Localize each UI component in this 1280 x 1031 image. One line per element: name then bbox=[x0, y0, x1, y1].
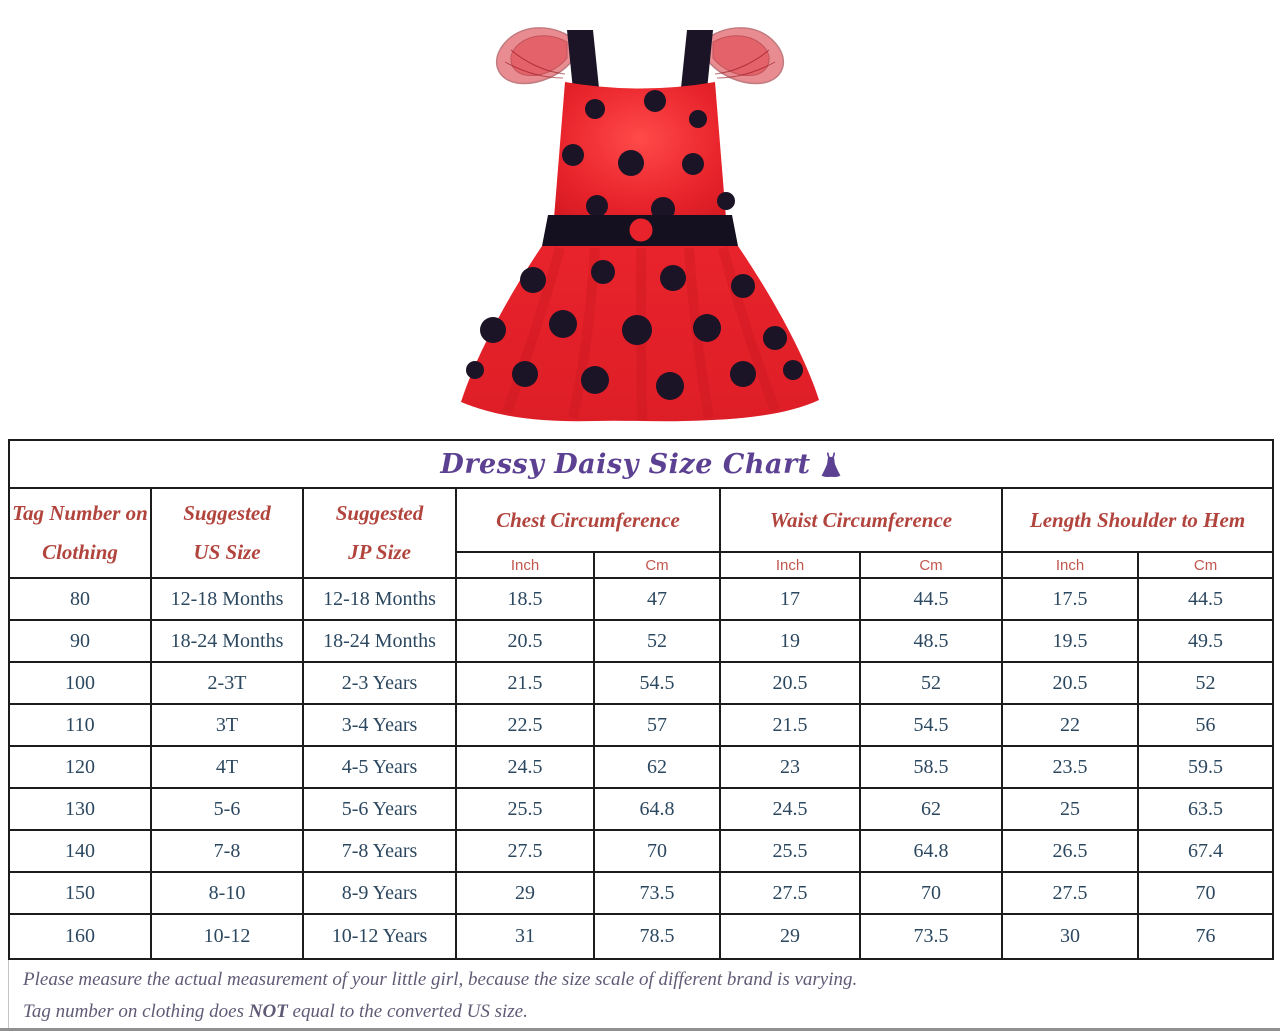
table-cell: 110 bbox=[9, 704, 151, 746]
table-cell: 150 bbox=[9, 872, 151, 914]
table-row bbox=[9, 662, 1273, 704]
table-cell: 18-24 Months bbox=[303, 620, 456, 662]
table-row bbox=[9, 872, 1273, 914]
table-cell: 160 bbox=[9, 914, 151, 959]
size-chart-table bbox=[8, 439, 1274, 960]
table-row bbox=[9, 746, 1273, 788]
table-cell: 48.5 bbox=[860, 620, 1002, 662]
tulle-ruffle-left bbox=[497, 28, 571, 84]
table-cell: 7-8 Years bbox=[303, 830, 456, 872]
table-row bbox=[9, 788, 1273, 830]
table-cell: 17 bbox=[720, 578, 860, 620]
table-cell: 29 bbox=[720, 914, 860, 959]
table-cell: 73.5 bbox=[860, 914, 1002, 959]
table-cell: 57 bbox=[594, 704, 720, 746]
note-measurement: Please measure the actual measurement of your little girl, because the size scale of different brand is varying. bbox=[23, 969, 858, 990]
table-cell: 73.5 bbox=[594, 872, 720, 914]
table-cell: 10-12 Years bbox=[303, 914, 456, 959]
table-cell: 70 bbox=[594, 830, 720, 872]
waist-button bbox=[628, 217, 654, 243]
table-cell: 19.5 bbox=[1002, 620, 1138, 662]
column-header-us-size: Suggested US Size bbox=[151, 488, 303, 578]
table-cell: 7-8 bbox=[151, 830, 303, 872]
table-cell: 5-6 bbox=[151, 788, 303, 830]
table-cell: 80 bbox=[9, 578, 151, 620]
unit-header-length-inch: Inch bbox=[1002, 552, 1138, 578]
table-cell: 19 bbox=[720, 620, 860, 662]
table-row bbox=[9, 620, 1273, 662]
table-cell: 20.5 bbox=[1002, 662, 1138, 704]
unit-header-waist-inch: Inch bbox=[720, 552, 860, 578]
table-cell: 12-18 Months bbox=[151, 578, 303, 620]
product-photo bbox=[0, 0, 1280, 427]
table-cell: 18-24 Months bbox=[151, 620, 303, 662]
table-cell: 25.5 bbox=[720, 830, 860, 872]
table-header-row bbox=[9, 488, 1273, 552]
table-row bbox=[9, 704, 1273, 746]
table-title-row bbox=[9, 440, 1273, 488]
table-cell: 2-3T bbox=[151, 662, 303, 704]
table-cell: 8-9 Years bbox=[303, 872, 456, 914]
table-cell: 23.5 bbox=[1002, 746, 1138, 788]
strap-left bbox=[567, 30, 599, 90]
table-cell: 44.5 bbox=[1138, 578, 1273, 620]
table-cell: 20.5 bbox=[456, 620, 594, 662]
table-cell: 23 bbox=[720, 746, 860, 788]
table-cell: 62 bbox=[860, 788, 1002, 830]
table-cell: 22 bbox=[1002, 704, 1138, 746]
table-cell: 3-4 Years bbox=[303, 704, 456, 746]
table-title bbox=[9, 440, 1273, 488]
column-header-tag-number: Tag Number on Clothing bbox=[9, 488, 151, 578]
table-row bbox=[9, 830, 1273, 872]
column-header-chest: Chest Circumference bbox=[456, 488, 720, 552]
table-cell: 70 bbox=[860, 872, 1002, 914]
table-cell: 58.5 bbox=[860, 746, 1002, 788]
table-cell: 90 bbox=[9, 620, 151, 662]
table-cell: 12-18 Months bbox=[303, 578, 456, 620]
table-cell: 4T bbox=[151, 746, 303, 788]
table-cell: 25.5 bbox=[456, 788, 594, 830]
unit-header-length-cm: Cm bbox=[1138, 552, 1273, 578]
note-tag-number: Tag number on clothing does NOT equal to the converted US size. bbox=[23, 1001, 528, 1022]
unit-header-waist-cm: Cm bbox=[860, 552, 1002, 578]
table-cell: 27.5 bbox=[1002, 872, 1138, 914]
table-cell: 56 bbox=[1138, 704, 1273, 746]
table-cell: 67.4 bbox=[1138, 830, 1273, 872]
polka-dot-dress-image bbox=[445, 22, 835, 427]
table-cell: 62 bbox=[594, 746, 720, 788]
table-cell: 52 bbox=[1138, 662, 1273, 704]
table-cell: 44.5 bbox=[860, 578, 1002, 620]
unit-header-chest-inch: Inch bbox=[456, 552, 594, 578]
table-cell: 31 bbox=[456, 914, 594, 959]
column-header-waist: Waist Circumference bbox=[720, 488, 1002, 552]
table-cell: 52 bbox=[860, 662, 1002, 704]
table-cell: 5-6 Years bbox=[303, 788, 456, 830]
unit-header-chest-cm: Cm bbox=[594, 552, 720, 578]
size-table-body bbox=[9, 578, 1273, 959]
table-cell: 22.5 bbox=[456, 704, 594, 746]
column-header-length: Length Shoulder to Hem bbox=[1002, 488, 1273, 552]
table-cell: 3T bbox=[151, 704, 303, 746]
table-cell: 29 bbox=[456, 872, 594, 914]
table-cell: 27.5 bbox=[456, 830, 594, 872]
table-cell: 59.5 bbox=[1138, 746, 1273, 788]
table-cell: 49.5 bbox=[1138, 620, 1273, 662]
table-cell: 120 bbox=[9, 746, 151, 788]
footer-notes bbox=[8, 960, 1280, 1028]
table-cell: 26.5 bbox=[1002, 830, 1138, 872]
table-cell: 10-12 bbox=[151, 914, 303, 959]
table-cell: 18.5 bbox=[456, 578, 594, 620]
table-cell: 140 bbox=[9, 830, 151, 872]
table-cell: 63.5 bbox=[1138, 788, 1273, 830]
table-cell: 70 bbox=[1138, 872, 1273, 914]
table-title-text: Dressy Daisy Size Chart bbox=[440, 448, 811, 480]
tulle-ruffle-right bbox=[709, 28, 783, 84]
table-cell: 130 bbox=[9, 788, 151, 830]
table-cell: 64.8 bbox=[860, 830, 1002, 872]
table-cell: 30 bbox=[1002, 914, 1138, 959]
table-cell: 54.5 bbox=[594, 662, 720, 704]
table-row bbox=[9, 578, 1273, 620]
table-cell: 64.8 bbox=[594, 788, 720, 830]
table-cell: 20.5 bbox=[720, 662, 860, 704]
table-cell: 25 bbox=[1002, 788, 1138, 830]
table-cell: 8-10 bbox=[151, 872, 303, 914]
table-cell: 21.5 bbox=[456, 662, 594, 704]
table-cell: 17.5 bbox=[1002, 578, 1138, 620]
table-cell: 21.5 bbox=[720, 704, 860, 746]
table-cell: 76 bbox=[1138, 914, 1273, 959]
table-cell: 52 bbox=[594, 620, 720, 662]
table-row bbox=[9, 914, 1273, 959]
table-cell: 47 bbox=[594, 578, 720, 620]
column-header-jp-size: Suggested JP Size bbox=[303, 488, 456, 578]
table-cell: 54.5 bbox=[860, 704, 1002, 746]
table-cell: 78.5 bbox=[594, 914, 720, 959]
table-cell: 2-3 Years bbox=[303, 662, 456, 704]
table-cell: 4-5 Years bbox=[303, 746, 456, 788]
dress-icon bbox=[820, 451, 842, 478]
table-cell: 24.5 bbox=[456, 746, 594, 788]
table-cell: 100 bbox=[9, 662, 151, 704]
table-cell: 24.5 bbox=[720, 788, 860, 830]
strap-right bbox=[681, 30, 713, 90]
table-cell: 27.5 bbox=[720, 872, 860, 914]
